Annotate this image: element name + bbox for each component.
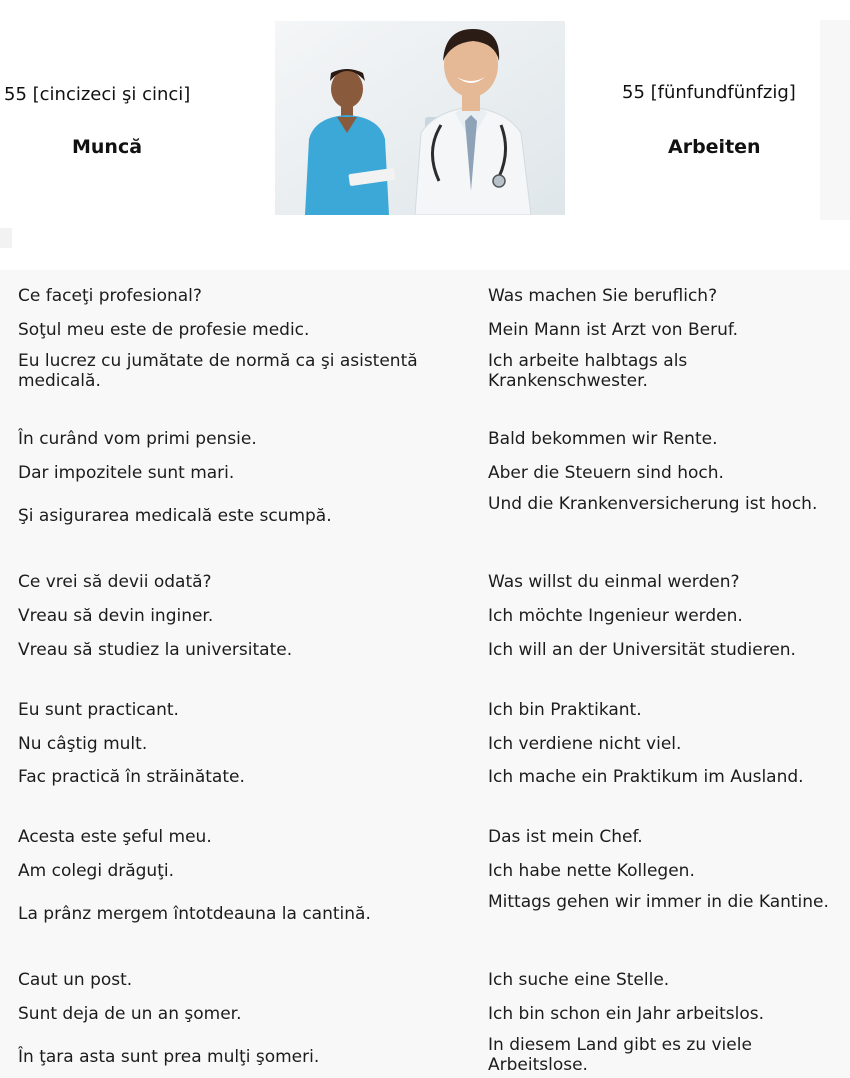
german-phrase: Bald bekommen wir Rente.	[488, 429, 718, 449]
german-phrase: In diesem Land gibt es zu viele Arbeitslose.	[488, 1035, 752, 1075]
romanian-phrase: Sunt deja de un an şomer.	[18, 1004, 242, 1024]
romanian-phrase: Eu lucrez cu jumătate de normă ca şi asistentă medicală.	[18, 351, 418, 391]
german-phrase: Mittags gehen wir immer in die Kantine.	[488, 892, 829, 912]
romanian-phrase: Şi asigurarea medicală este scumpă.	[18, 506, 332, 526]
romanian-phrase: În ţara asta sunt prea mulţi şomeri.	[18, 1047, 320, 1067]
romanian-phrase: Vreau să studiez la universitate.	[18, 640, 293, 660]
german-phrase: Mein Mann ist Arzt von Beruf.	[488, 320, 739, 340]
lesson-number-romanian: 55 [cincizeci şi cinci]	[4, 84, 191, 105]
german-phrase: Ich bin Praktikant.	[488, 700, 642, 720]
romanian-phrase: Am colegi drăguţi.	[18, 861, 174, 881]
lesson-title-romanian: Muncă	[72, 136, 143, 158]
header-shade	[820, 20, 850, 220]
german-phrase: Was willst du einmal werden?	[488, 572, 740, 592]
lesson-title-german: Arbeiten	[668, 136, 761, 158]
romanian-phrase: Fac practică în străinătate.	[18, 767, 245, 787]
german-phrase: Ich habe nette Kollegen.	[488, 861, 695, 881]
german-phrase: Aber die Steuern sind hoch.	[488, 463, 724, 483]
lesson-header	[0, 0, 850, 240]
lesson-number-german: 55 [fünfundfünfzig]	[622, 82, 796, 103]
german-phrase: Das ist mein Chef.	[488, 827, 643, 847]
german-phrase: Ich bin schon ein Jahr arbeitslos.	[488, 1004, 765, 1024]
german-phrase: Und die Krankenversicherung ist hoch.	[488, 494, 818, 514]
romanian-phrase: La prânz mergem întotdeauna la cantină.	[18, 904, 371, 924]
doctor-nurse-illustration	[275, 21, 565, 215]
romanian-phrase: Vreau să devin inginer.	[18, 606, 214, 626]
romanian-phrase: Soţul meu este de profesie medic.	[18, 320, 310, 340]
romanian-phrase: În curând vom primi pensie.	[18, 429, 257, 449]
german-phrase: Ich suche eine Stelle.	[488, 970, 670, 990]
romanian-phrase: Nu câştig mult.	[18, 734, 148, 754]
romanian-phrase: Caut un post.	[18, 970, 133, 990]
german-phrase: Ich verdiene nicht viel.	[488, 734, 682, 754]
left-tab-marker	[0, 228, 12, 248]
german-phrase: Was machen Sie beruflich?	[488, 286, 718, 306]
phrase-table	[0, 270, 850, 1078]
romanian-phrase: Ce vrei să devii odată?	[18, 572, 212, 592]
german-phrase: Ich mache ein Praktikum im Ausland.	[488, 767, 804, 787]
romanian-phrase: Eu sunt practicant.	[18, 700, 179, 720]
german-phrase: Ich will an der Universität studieren.	[488, 640, 796, 660]
romanian-phrase: Ce faceţi profesional?	[18, 286, 202, 306]
romanian-phrase: Dar impozitele sunt mari.	[18, 463, 235, 483]
doctor-nurse-photo	[275, 21, 565, 215]
german-phrase: Ich arbeite halbtags als Krankenschwester.	[488, 351, 688, 391]
german-phrase: Ich möchte Ingenieur werden.	[488, 606, 743, 626]
romanian-phrase: Acesta este şeful meu.	[18, 827, 212, 847]
